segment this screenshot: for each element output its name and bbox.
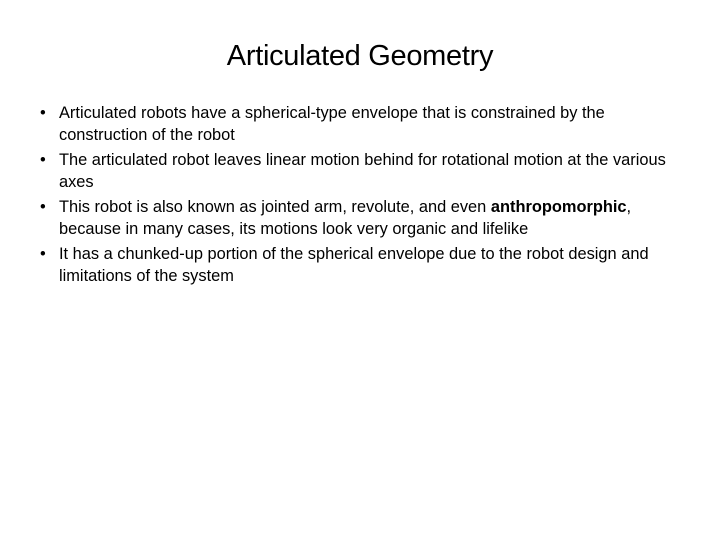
- bullet-text-lead: This robot is also known as jointed arm, revolute, and even: [59, 198, 491, 216]
- bullet-marker: •: [40, 198, 46, 216]
- bullet-item: [40, 196, 680, 240]
- bullet-item: [40, 102, 680, 146]
- bullet-text: Articulated robots have a spherical-type envelope that is constrained by the construction of the robot: [59, 104, 605, 144]
- bullet-list: [40, 102, 680, 290]
- bullet-text-tail: , because in many cases, its motions look very organic and lifelike: [59, 198, 632, 238]
- bullet-text-emphasis: anthropomorphic: [490, 198, 627, 216]
- bullet-text: It has a chunked-up portion of the spherical envelope due to the robot design and limitations of the system: [59, 245, 649, 285]
- bullet-marker: •: [40, 104, 46, 122]
- bullet-item: [40, 149, 680, 193]
- bullet-marker: •: [40, 151, 46, 169]
- slide-title: Articulated Geometry: [226, 40, 494, 72]
- bullet-marker: •: [40, 245, 46, 263]
- bullet-text: The articulated robot leaves linear motion behind for rotational motion at the various axes: [59, 151, 666, 191]
- bullet-item: [40, 243, 680, 287]
